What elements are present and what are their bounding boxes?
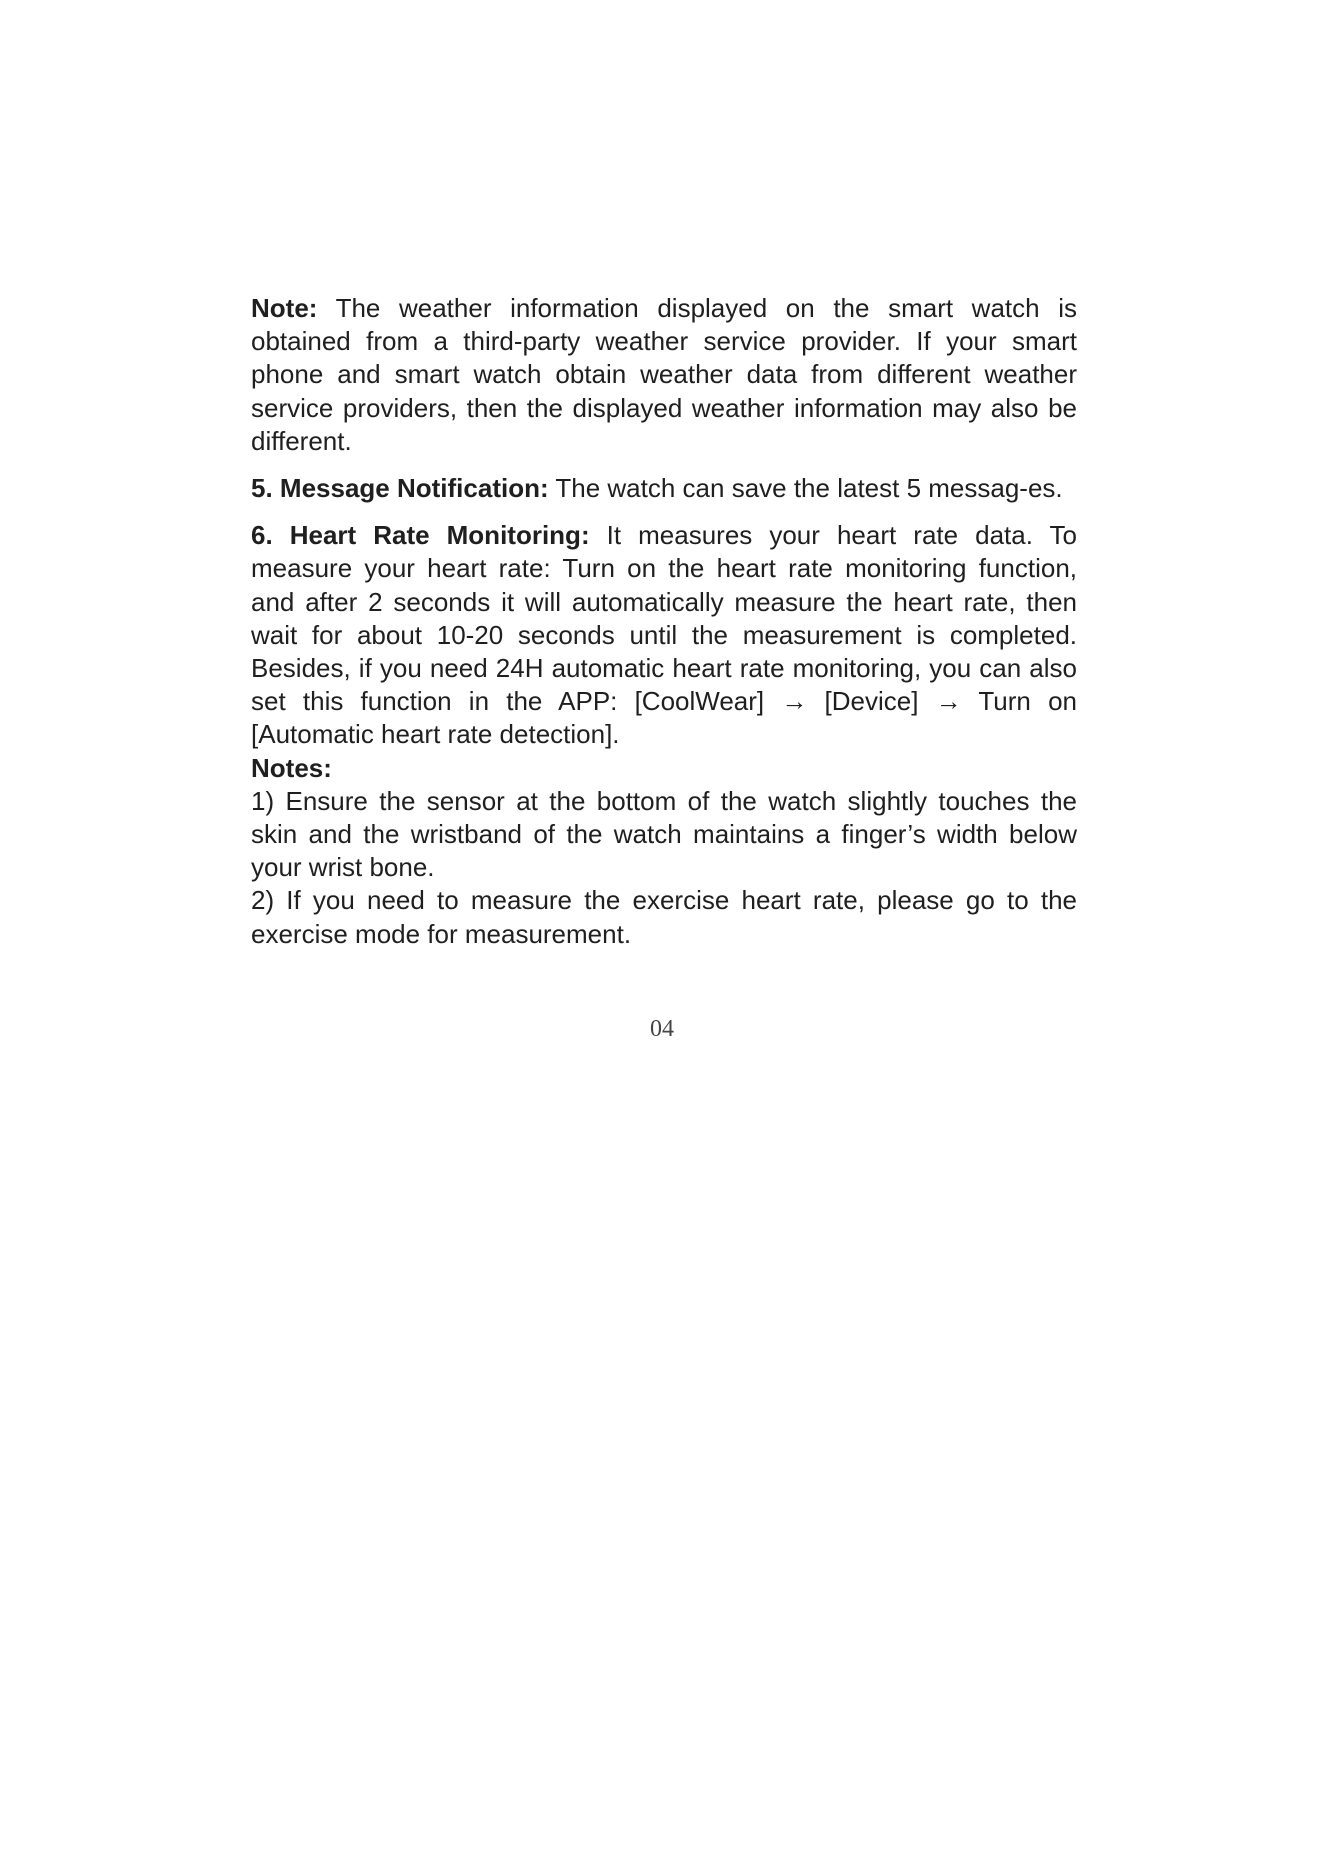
page-number: 04 [650, 1016, 674, 1042]
page-content [251, 292, 1077, 951]
heart-rate-heading: 6. Heart Rate Monitoring: [251, 520, 590, 551]
notes-item-2: 2) If you need to measure the exercise heart rate, please go to the exercise mode for measurement. [251, 885, 1077, 949]
note-label: Note: [251, 293, 318, 323]
heart-rate-paragraph [251, 519, 1077, 751]
message-notification-heading: 5. Message Notification: [251, 473, 549, 504]
heart-rate-text: It measures your heart rate data. To measure your heart rate: Turn on the heart rate monitoring function, and after 2 seconds it will automatically measure the heart rate, then wait for about 10-20 seconds until the measurement is completed. Besides, if you need 24H automatic heart rate monitoring, you can also set this function in the APP: [CoolWear] → [Device] → Turn on [Automatic heart rate detection]. [251, 520, 1077, 750]
weather-note-paragraph [251, 292, 1077, 458]
message-notification-paragraph [251, 472, 1077, 505]
note-text: The weather information displayed on the smart watch is obtained from a third-party weather service provider. If your smart phone and smart watch obtain weather data from different weather service providers, then the displayed weather information may also be different. [251, 293, 1077, 456]
notes-item-1: 1) Ensure the sensor at the bottom of the watch slightly touches the skin and the wristband of the watch maintains a finger’s width below your wrist bone. [251, 785, 1077, 883]
message-notification-text: The watch can save the latest 5 messag-es. [548, 473, 1063, 504]
notes-heading: Notes: [251, 752, 332, 783]
